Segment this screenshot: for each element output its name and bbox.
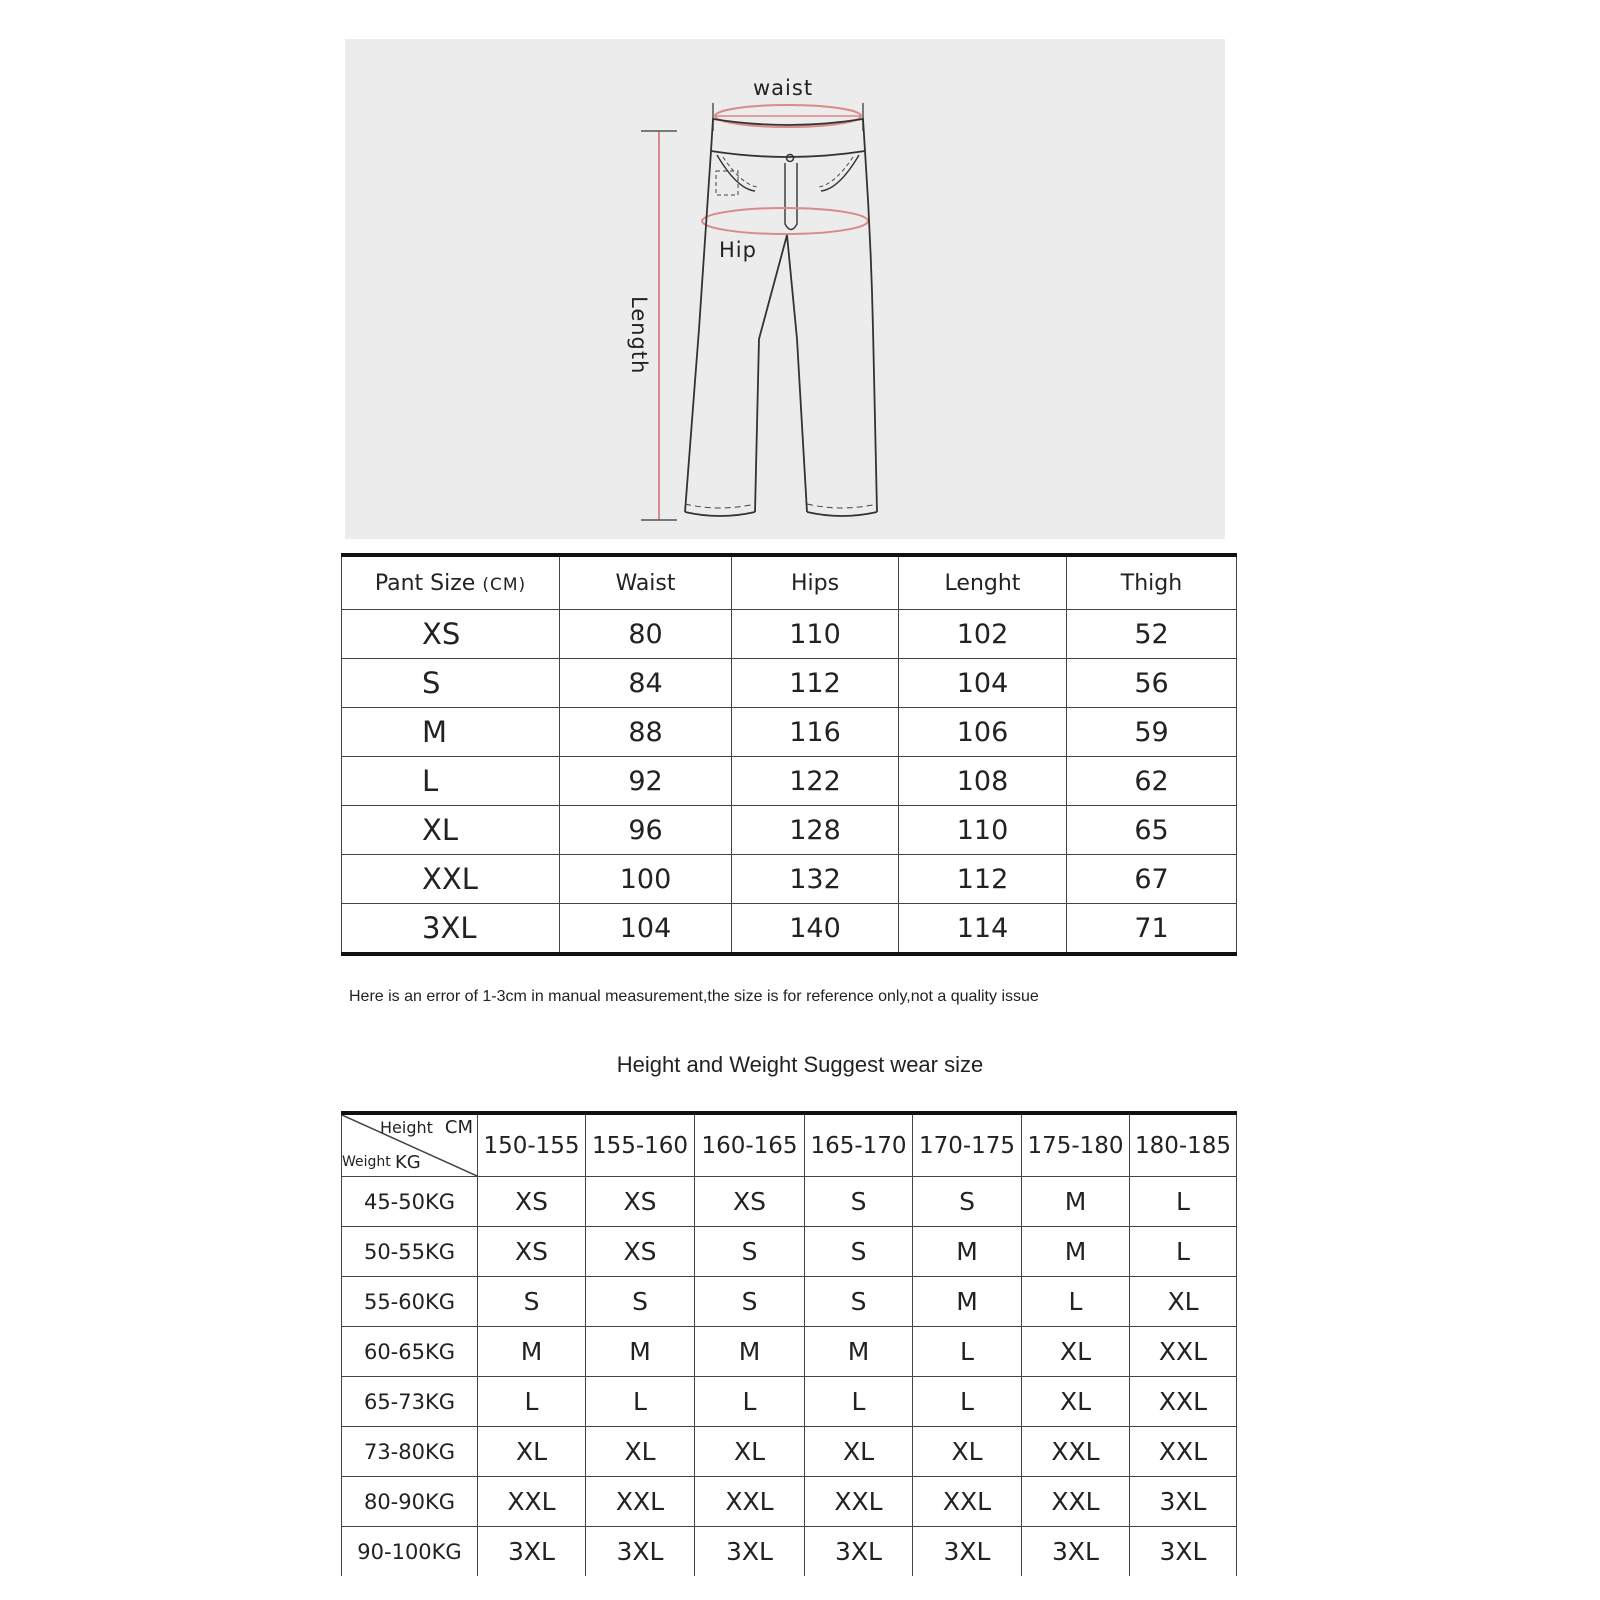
recommended-size-cell: XS bbox=[478, 1227, 586, 1277]
height-range-header: 155-160 bbox=[586, 1113, 695, 1177]
recommended-size-cell: L bbox=[913, 1327, 1022, 1377]
height-range-header: 175-180 bbox=[1022, 1113, 1130, 1177]
size-name: XL bbox=[342, 806, 560, 855]
cell-hips: 110 bbox=[732, 610, 899, 659]
recommended-size-cell: L bbox=[913, 1377, 1022, 1427]
height-range-header: 165-170 bbox=[805, 1113, 913, 1177]
size-table-row bbox=[342, 610, 1237, 659]
hw-table-row bbox=[342, 1227, 1237, 1277]
cell-hips: 116 bbox=[732, 708, 899, 757]
recommended-size-cell: S bbox=[805, 1177, 913, 1227]
cell-length: 106 bbox=[899, 708, 1067, 757]
recommended-size-cell: 3XL bbox=[586, 1527, 695, 1577]
cell-length: 110 bbox=[899, 806, 1067, 855]
recommended-size-cell: XL bbox=[1130, 1277, 1237, 1327]
recommended-size-cell: L bbox=[1022, 1277, 1130, 1327]
weight-range-cell: 45-50KG bbox=[342, 1177, 478, 1227]
recommended-size-cell: XXL bbox=[478, 1477, 586, 1527]
height-weight-title: Height and Weight Suggest wear size bbox=[616, 1052, 984, 1077]
size-name: L bbox=[342, 757, 560, 806]
cell-waist: 96 bbox=[560, 806, 732, 855]
size-name: XXL bbox=[342, 855, 560, 904]
hw-table-row bbox=[342, 1377, 1237, 1427]
recommended-size-cell: S bbox=[805, 1227, 913, 1277]
cell-hips: 140 bbox=[732, 904, 899, 955]
cell-thigh: 59 bbox=[1067, 708, 1237, 757]
weight-range-cell: 60-65KG bbox=[342, 1327, 478, 1377]
cell-waist: 100 bbox=[560, 855, 732, 904]
corner-height-label: Height bbox=[380, 1118, 433, 1137]
recommended-size-cell: S bbox=[695, 1277, 805, 1327]
height-range-header: 180-185 bbox=[1130, 1113, 1237, 1177]
recommended-size-cell: L bbox=[695, 1377, 805, 1427]
hip-label: Hip bbox=[719, 238, 757, 262]
hw-table-header-row bbox=[342, 1113, 1237, 1177]
header-waist: Waist bbox=[560, 555, 732, 610]
recommended-size-cell: 3XL bbox=[695, 1527, 805, 1577]
recommended-size-cell: L bbox=[1130, 1227, 1237, 1277]
recommended-size-cell: XXL bbox=[586, 1477, 695, 1527]
recommended-size-cell: M bbox=[805, 1327, 913, 1377]
recommended-size-cell: M bbox=[478, 1327, 586, 1377]
recommended-size-cell: XXL bbox=[695, 1477, 805, 1527]
recommended-size-cell: S bbox=[586, 1277, 695, 1327]
cell-length: 102 bbox=[899, 610, 1067, 659]
recommended-size-cell: XL bbox=[805, 1427, 913, 1477]
hw-table-row bbox=[342, 1427, 1237, 1477]
recommended-size-cell: M bbox=[695, 1327, 805, 1377]
cell-thigh: 67 bbox=[1067, 855, 1237, 904]
recommended-size-cell: XXL bbox=[1130, 1377, 1237, 1427]
weight-range-cell: 73-80KG bbox=[342, 1427, 478, 1477]
size-name: 3XL bbox=[342, 904, 560, 955]
header-hips: Hips bbox=[732, 555, 899, 610]
size-table-row bbox=[342, 708, 1237, 757]
recommended-size-cell: 3XL bbox=[805, 1527, 913, 1577]
height-range-header: 170-175 bbox=[913, 1113, 1022, 1177]
recommended-size-cell: 3XL bbox=[1022, 1527, 1130, 1577]
cell-thigh: 56 bbox=[1067, 659, 1237, 708]
recommended-size-cell: XXL bbox=[913, 1477, 1022, 1527]
header-length: Lenght bbox=[899, 555, 1067, 610]
recommended-size-cell: XXL bbox=[1130, 1427, 1237, 1477]
recommended-size-cell: S bbox=[913, 1177, 1022, 1227]
table-corner-header bbox=[342, 1113, 478, 1177]
size-name: XS bbox=[342, 610, 560, 659]
corner-weight-label: Weight bbox=[342, 1154, 391, 1170]
size-name: M bbox=[342, 708, 560, 757]
recommended-size-cell: XXL bbox=[1022, 1427, 1130, 1477]
recommended-size-cell: S bbox=[478, 1277, 586, 1327]
cell-hips: 132 bbox=[732, 855, 899, 904]
recommended-size-cell: XL bbox=[695, 1427, 805, 1477]
size-chart-table bbox=[341, 553, 1237, 956]
cell-thigh: 71 bbox=[1067, 904, 1237, 955]
measurement-note: Here is an error of 1-3cm in manual measurement,the size is for reference only,not a quality issue bbox=[349, 988, 1039, 1005]
height-weight-table bbox=[341, 1111, 1237, 1576]
recommended-size-cell: XS bbox=[478, 1177, 586, 1227]
cell-length: 104 bbox=[899, 659, 1067, 708]
recommended-size-cell: XL bbox=[1022, 1327, 1130, 1377]
size-table-header-row bbox=[342, 555, 1237, 610]
header-pant-size bbox=[342, 555, 560, 610]
recommended-size-cell: XS bbox=[586, 1177, 695, 1227]
recommended-size-cell: 3XL bbox=[478, 1527, 586, 1577]
size-name: S bbox=[342, 659, 560, 708]
recommended-size-cell: M bbox=[586, 1327, 695, 1377]
recommended-size-cell: XL bbox=[478, 1427, 586, 1477]
recommended-size-cell: M bbox=[1022, 1227, 1130, 1277]
corner-height-unit: CM bbox=[444, 1117, 473, 1138]
cell-length: 108 bbox=[899, 757, 1067, 806]
recommended-size-cell: XL bbox=[913, 1427, 1022, 1477]
size-table-row bbox=[342, 659, 1237, 708]
recommended-size-cell: XL bbox=[586, 1427, 695, 1477]
cell-hips: 128 bbox=[732, 806, 899, 855]
weight-range-cell: 55-60KG bbox=[342, 1277, 478, 1327]
recommended-size-cell: S bbox=[695, 1227, 805, 1277]
recommended-size-cell: XXL bbox=[805, 1477, 913, 1527]
cell-thigh: 52 bbox=[1067, 610, 1237, 659]
size-table-row bbox=[342, 904, 1237, 955]
recommended-size-cell: L bbox=[805, 1377, 913, 1427]
recommended-size-cell: M bbox=[1022, 1177, 1130, 1227]
cell-waist: 84 bbox=[560, 659, 732, 708]
cell-thigh: 62 bbox=[1067, 757, 1237, 806]
recommended-size-cell: 3XL bbox=[1130, 1477, 1237, 1527]
hw-table-row bbox=[342, 1177, 1237, 1227]
weight-range-cell: 80-90KG bbox=[342, 1477, 478, 1527]
pants-diagram bbox=[345, 39, 1225, 539]
hw-table-row bbox=[342, 1527, 1237, 1577]
hw-table-row bbox=[342, 1477, 1237, 1527]
recommended-size-cell: XS bbox=[695, 1177, 805, 1227]
hw-table-row bbox=[342, 1327, 1237, 1377]
recommended-size-cell: XL bbox=[1022, 1377, 1130, 1427]
cell-length: 112 bbox=[899, 855, 1067, 904]
header-thigh: Thigh bbox=[1067, 555, 1237, 610]
length-label: Length bbox=[627, 296, 651, 375]
header-pant-size-label: Pant Size bbox=[374, 570, 476, 596]
recommended-size-cell: 3XL bbox=[913, 1527, 1022, 1577]
weight-range-cell: 65-73KG bbox=[342, 1377, 478, 1427]
waist-label: waist bbox=[753, 76, 814, 100]
recommended-size-cell: L bbox=[1130, 1177, 1237, 1227]
recommended-size-cell: XS bbox=[586, 1227, 695, 1277]
recommended-size-cell: L bbox=[586, 1377, 695, 1427]
recommended-size-cell: M bbox=[913, 1227, 1022, 1277]
cell-waist: 88 bbox=[560, 708, 732, 757]
weight-range-cell: 90-100KG bbox=[342, 1527, 478, 1577]
cell-hips: 112 bbox=[732, 659, 899, 708]
recommended-size-cell: XXL bbox=[1022, 1477, 1130, 1527]
height-range-header: 150-155 bbox=[478, 1113, 586, 1177]
cell-waist: 80 bbox=[560, 610, 732, 659]
pants-illustration bbox=[345, 39, 1225, 539]
recommended-size-cell: L bbox=[478, 1377, 586, 1427]
weight-range-cell: 50-55KG bbox=[342, 1227, 478, 1277]
height-range-header: 160-165 bbox=[695, 1113, 805, 1177]
size-table-row bbox=[342, 806, 1237, 855]
recommended-size-cell: S bbox=[805, 1277, 913, 1327]
recommended-size-cell: 3XL bbox=[1130, 1527, 1237, 1577]
hw-table-row bbox=[342, 1277, 1237, 1327]
cell-thigh: 65 bbox=[1067, 806, 1237, 855]
cell-waist: 92 bbox=[560, 757, 732, 806]
cell-hips: 122 bbox=[732, 757, 899, 806]
cell-waist: 104 bbox=[560, 904, 732, 955]
size-table-row bbox=[342, 757, 1237, 806]
recommended-size-cell: XXL bbox=[1130, 1327, 1237, 1377]
header-unit: (CM) bbox=[482, 574, 527, 595]
cell-length: 114 bbox=[899, 904, 1067, 955]
recommended-size-cell: M bbox=[913, 1277, 1022, 1327]
size-table-row bbox=[342, 855, 1237, 904]
corner-weight-unit: KG bbox=[395, 1152, 421, 1173]
